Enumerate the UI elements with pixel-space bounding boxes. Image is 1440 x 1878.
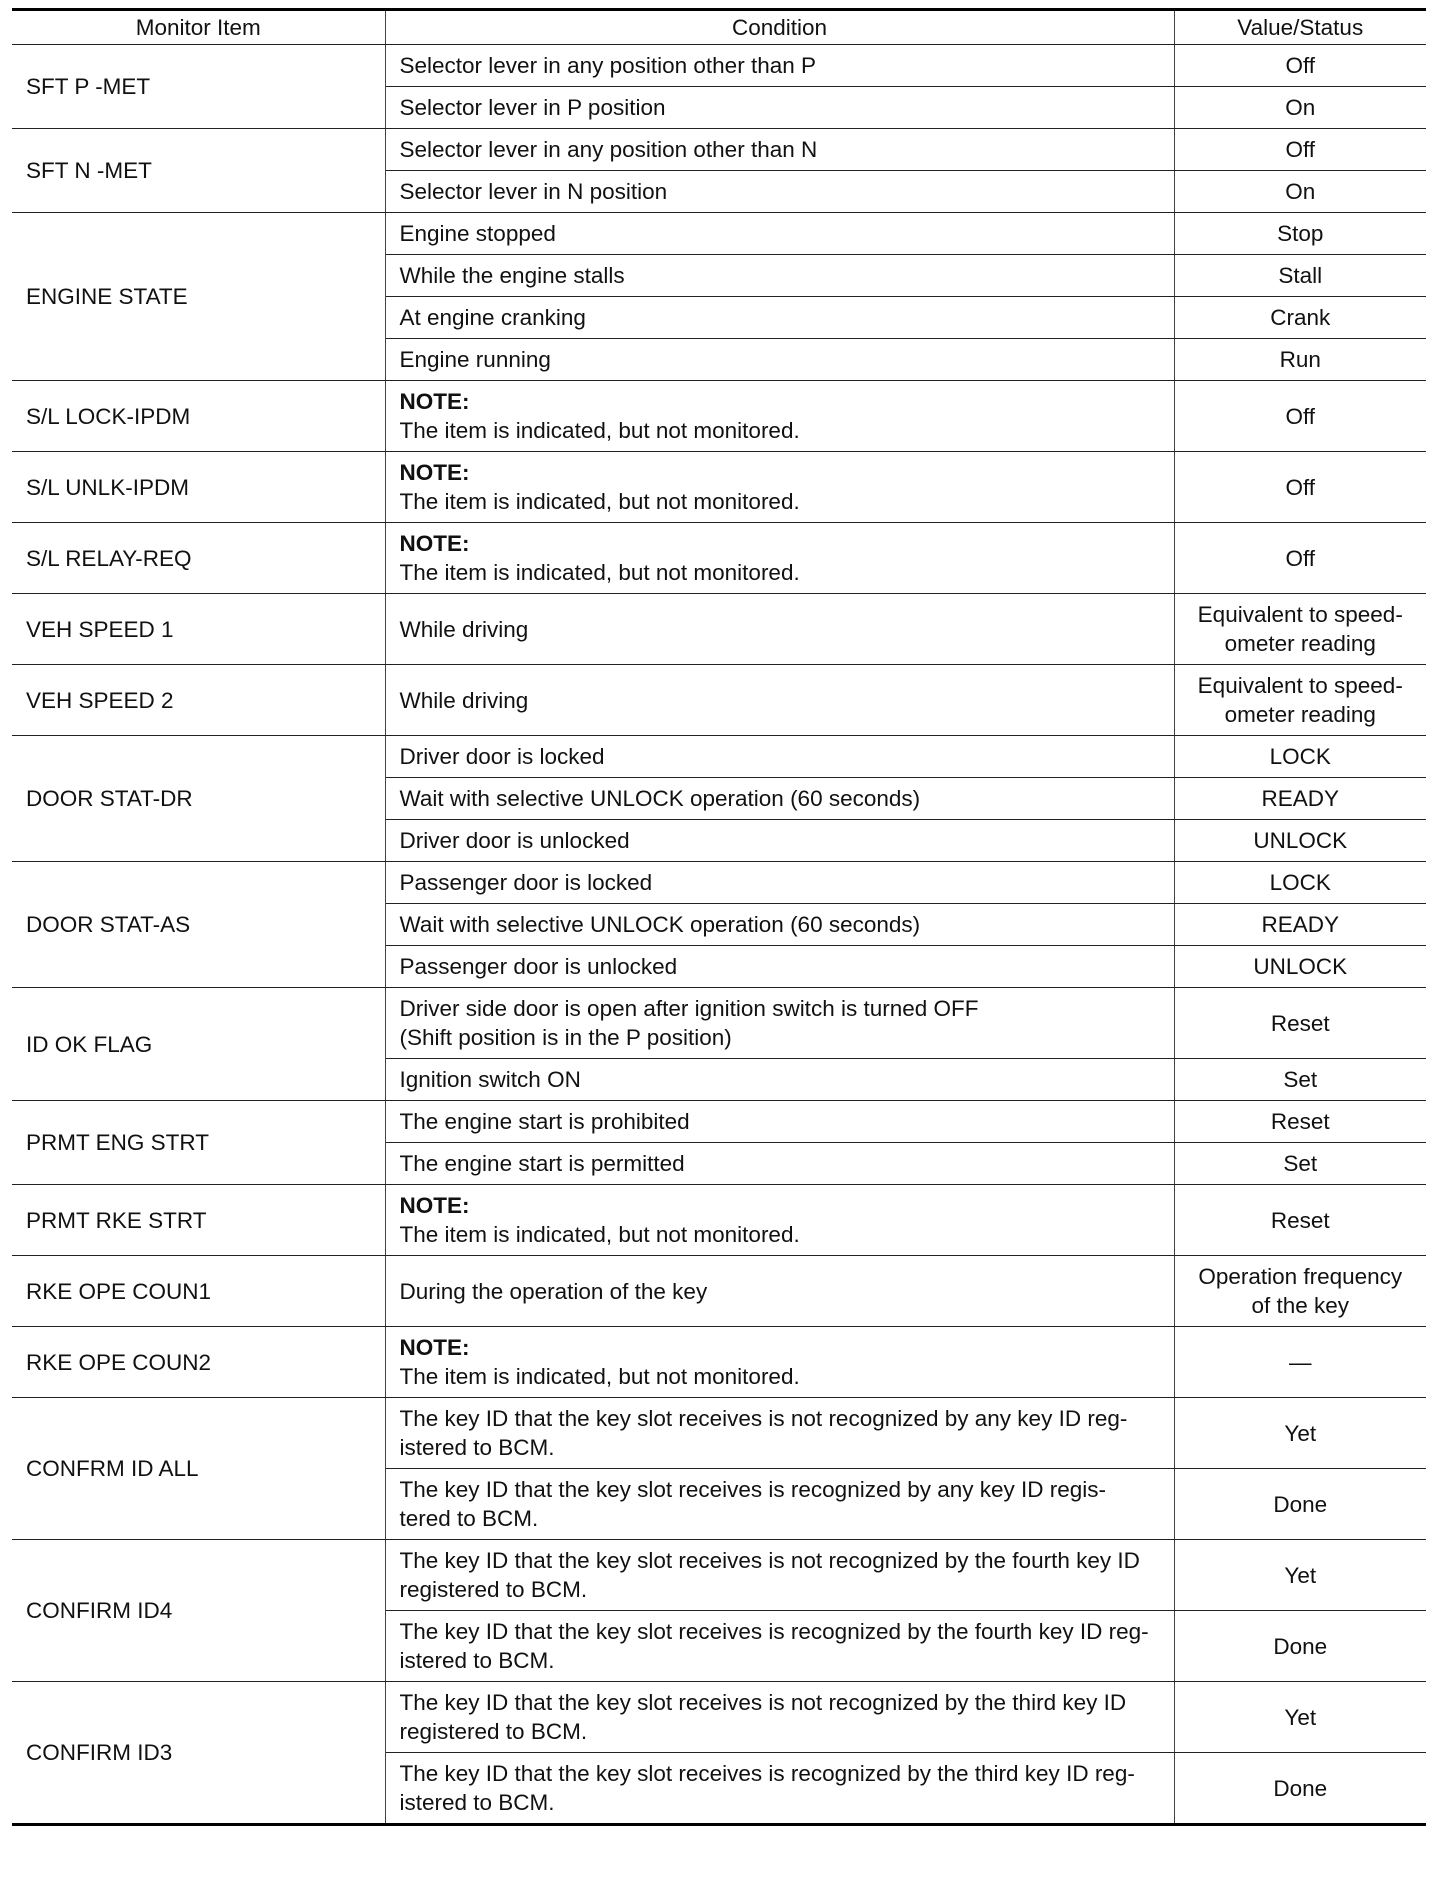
condition-cell: Selector lever in any position other than P bbox=[385, 45, 1174, 87]
value-status-cell: Yet bbox=[1174, 1540, 1426, 1611]
value-status-cell: Off bbox=[1174, 45, 1426, 87]
column-header-condition: Condition bbox=[385, 10, 1174, 45]
condition-cell: Driver door is locked bbox=[385, 736, 1174, 778]
monitor-item-cell: S/L LOCK-IPDM bbox=[12, 381, 385, 452]
condition-cell bbox=[385, 381, 1174, 452]
value-status-cell: Stop bbox=[1174, 213, 1426, 255]
condition-text: The item is indicated, but not monitored. bbox=[399, 489, 800, 514]
condition-cell: The key ID that the key slot receives is recognized by the fourth key ID reg- istered to BCM. bbox=[385, 1611, 1174, 1682]
value-status-cell: UNLOCK bbox=[1174, 946, 1426, 988]
monitor-item-cell: SFT N -MET bbox=[12, 129, 385, 213]
table-row bbox=[12, 1327, 1426, 1398]
table-row bbox=[12, 988, 1426, 1059]
value-status-cell: Yet bbox=[1174, 1398, 1426, 1469]
condition-cell: At engine cranking bbox=[385, 297, 1174, 339]
value-status-cell: Crank bbox=[1174, 297, 1426, 339]
condition-cell: Passenger door is locked bbox=[385, 862, 1174, 904]
value-status-cell: Reset bbox=[1174, 1185, 1426, 1256]
condition-cell: Wait with selective UNLOCK operation (60 seconds) bbox=[385, 778, 1174, 820]
value-status-cell: Off bbox=[1174, 523, 1426, 594]
note-label: NOTE: bbox=[399, 460, 470, 485]
monitor-item-cell: DOOR STAT-AS bbox=[12, 862, 385, 988]
value-status-cell: READY bbox=[1174, 778, 1426, 820]
monitor-item-cell: S/L UNLK-IPDM bbox=[12, 452, 385, 523]
header-row bbox=[12, 10, 1426, 45]
value-status-cell: Done bbox=[1174, 1753, 1426, 1825]
monitor-item-cell: SFT P -MET bbox=[12, 45, 385, 129]
condition-cell: The engine start is permitted bbox=[385, 1143, 1174, 1185]
condition-cell bbox=[385, 1327, 1174, 1398]
monitor-item-cell: CONFIRM ID4 bbox=[12, 1540, 385, 1682]
condition-text: The item is indicated, but not monitored. bbox=[399, 418, 800, 443]
condition-cell bbox=[385, 523, 1174, 594]
table-row bbox=[12, 1101, 1426, 1143]
table-row bbox=[12, 213, 1426, 255]
value-status-cell: Done bbox=[1174, 1469, 1426, 1540]
condition-cell: Driver side door is open after ignition switch is turned OFF (Shift position is in the P position) bbox=[385, 988, 1174, 1059]
condition-cell bbox=[385, 452, 1174, 523]
table-row bbox=[12, 1540, 1426, 1611]
condition-text: The item is indicated, but not monitored. bbox=[399, 1222, 800, 1247]
value-status-cell: On bbox=[1174, 171, 1426, 213]
condition-cell: Ignition switch ON bbox=[385, 1059, 1174, 1101]
value-status-cell: Equivalent to speed- ometer reading bbox=[1174, 665, 1426, 736]
monitor-item-cell: ENGINE STATE bbox=[12, 213, 385, 381]
monitor-item-cell: DOOR STAT-DR bbox=[12, 736, 385, 862]
table-row bbox=[12, 381, 1426, 452]
table-row bbox=[12, 452, 1426, 523]
condition-cell: Selector lever in N position bbox=[385, 171, 1174, 213]
value-status-cell: Equivalent to speed- ometer reading bbox=[1174, 594, 1426, 665]
column-header-value-status: Value/Status bbox=[1174, 10, 1426, 45]
condition-cell: The key ID that the key slot receives is recognized by any key ID regis- tered to BCM. bbox=[385, 1469, 1174, 1540]
value-status-cell: Off bbox=[1174, 381, 1426, 452]
value-status-cell: Set bbox=[1174, 1059, 1426, 1101]
value-status-cell: Yet bbox=[1174, 1682, 1426, 1753]
condition-cell: During the operation of the key bbox=[385, 1256, 1174, 1327]
monitor-item-cell: S/L RELAY-REQ bbox=[12, 523, 385, 594]
table-row bbox=[12, 1398, 1426, 1469]
note-label: NOTE: bbox=[399, 389, 470, 414]
value-status-cell: Reset bbox=[1174, 1101, 1426, 1143]
monitor-item-cell: VEH SPEED 1 bbox=[12, 594, 385, 665]
note-label: NOTE: bbox=[399, 531, 470, 556]
value-status-cell: Off bbox=[1174, 452, 1426, 523]
monitor-item-cell: PRMT ENG STRT bbox=[12, 1101, 385, 1185]
value-status-cell: Set bbox=[1174, 1143, 1426, 1185]
note-label: NOTE: bbox=[399, 1335, 470, 1360]
condition-cell: The engine start is prohibited bbox=[385, 1101, 1174, 1143]
value-status-cell: Run bbox=[1174, 339, 1426, 381]
condition-cell: The key ID that the key slot receives is not recognized by any key ID reg- istered to BCM. bbox=[385, 1398, 1174, 1469]
note-label: NOTE: bbox=[399, 1193, 470, 1218]
condition-cell: Engine running bbox=[385, 339, 1174, 381]
condition-text: The item is indicated, but not monitored. bbox=[399, 1364, 800, 1389]
monitor-item-cell: ID OK FLAG bbox=[12, 988, 385, 1101]
monitor-item-cell: CONFRM ID ALL bbox=[12, 1398, 385, 1540]
monitor-item-cell: RKE OPE COUN1 bbox=[12, 1256, 385, 1327]
condition-cell: Driver door is unlocked bbox=[385, 820, 1174, 862]
condition-cell: Selector lever in P position bbox=[385, 87, 1174, 129]
table-row bbox=[12, 736, 1426, 778]
table-row bbox=[12, 862, 1426, 904]
condition-cell: Selector lever in any position other than N bbox=[385, 129, 1174, 171]
table-row bbox=[12, 1256, 1426, 1327]
value-status-cell: — bbox=[1174, 1327, 1426, 1398]
value-status-cell: LOCK bbox=[1174, 862, 1426, 904]
value-status-cell: Reset bbox=[1174, 988, 1426, 1059]
condition-cell: The key ID that the key slot receives is recognized by the third key ID reg- istered to BCM. bbox=[385, 1753, 1174, 1825]
condition-cell: Engine stopped bbox=[385, 213, 1174, 255]
table-row bbox=[12, 665, 1426, 736]
condition-cell: Passenger door is unlocked bbox=[385, 946, 1174, 988]
condition-cell: The key ID that the key slot receives is not recognized by the third key ID registered to BCM. bbox=[385, 1682, 1174, 1753]
monitor-item-cell: CONFIRM ID3 bbox=[12, 1682, 385, 1825]
value-status-cell: LOCK bbox=[1174, 736, 1426, 778]
value-status-cell: UNLOCK bbox=[1174, 820, 1426, 862]
condition-cell: While the engine stalls bbox=[385, 255, 1174, 297]
table-row bbox=[12, 129, 1426, 171]
monitor-table bbox=[12, 8, 1426, 1826]
condition-cell: While driving bbox=[385, 665, 1174, 736]
value-status-cell: READY bbox=[1174, 904, 1426, 946]
condition-cell: Wait with selective UNLOCK operation (60 seconds) bbox=[385, 904, 1174, 946]
value-status-cell: On bbox=[1174, 87, 1426, 129]
value-status-cell: Operation frequency of the key bbox=[1174, 1256, 1426, 1327]
value-status-cell: Stall bbox=[1174, 255, 1426, 297]
table-row bbox=[12, 45, 1426, 87]
condition-cell: While driving bbox=[385, 594, 1174, 665]
condition-cell: The key ID that the key slot receives is not recognized by the fourth key ID registered to BCM. bbox=[385, 1540, 1174, 1611]
table-row bbox=[12, 594, 1426, 665]
table-body bbox=[12, 45, 1426, 1825]
value-status-cell: Off bbox=[1174, 129, 1426, 171]
table-row bbox=[12, 1185, 1426, 1256]
condition-cell bbox=[385, 1185, 1174, 1256]
value-status-cell: Done bbox=[1174, 1611, 1426, 1682]
monitor-item-cell: VEH SPEED 2 bbox=[12, 665, 385, 736]
monitor-item-cell: RKE OPE COUN2 bbox=[12, 1327, 385, 1398]
column-header-monitor-item: Monitor Item bbox=[12, 10, 385, 45]
table-row bbox=[12, 1682, 1426, 1753]
table-row bbox=[12, 523, 1426, 594]
condition-text: The item is indicated, but not monitored. bbox=[399, 560, 800, 585]
monitor-item-cell: PRMT RKE STRT bbox=[12, 1185, 385, 1256]
